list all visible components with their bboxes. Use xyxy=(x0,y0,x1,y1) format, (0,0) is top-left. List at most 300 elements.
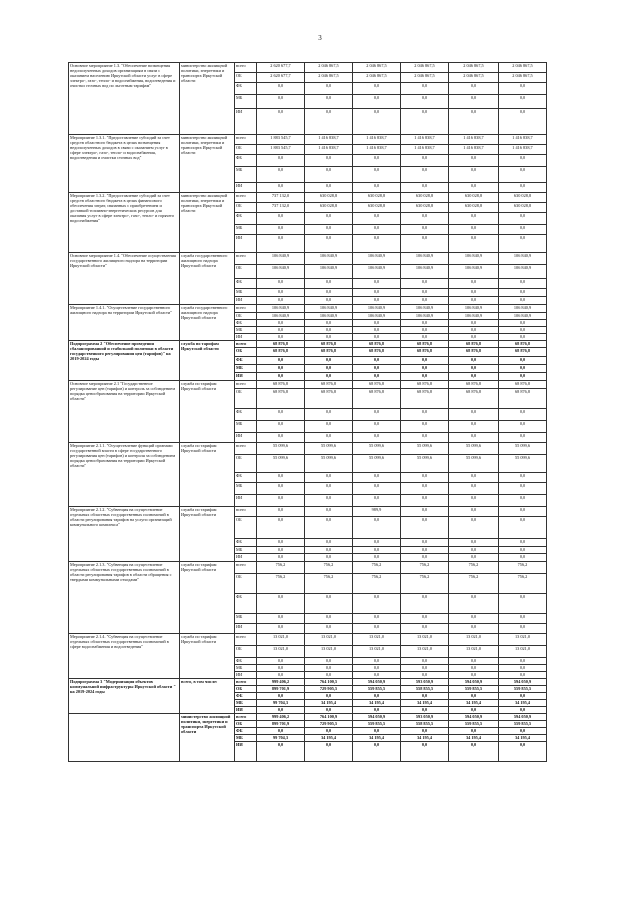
funding-source: ИИ xyxy=(235,297,257,305)
amount-cell: 0,0 xyxy=(401,473,449,483)
amount-cell: 594 050,9 xyxy=(353,679,401,686)
amount-cell: 0,0 xyxy=(401,421,449,433)
amount-cell: 0,0 xyxy=(499,409,547,421)
amount-cell: 0,0 xyxy=(353,693,401,700)
amount-cell: 630 028,8 xyxy=(401,193,449,203)
amount-cell: 0,0 xyxy=(305,483,353,495)
amount-cell: 68 876,8 xyxy=(353,389,401,409)
amount-cell: 1 883 545,7 xyxy=(257,145,305,155)
amount-cell: 1 416 838,7 xyxy=(449,135,499,145)
amount-cell: 34 195,4 xyxy=(499,700,547,707)
amount-cell: 0,0 xyxy=(353,554,401,562)
amount-cell: 0,0 xyxy=(305,373,353,381)
amount-cell: 559 855,5 xyxy=(353,721,401,728)
funding-source: всего xyxy=(235,562,257,574)
measure-name: Мероприятие 1.4.1. "Осуществление государственного жилищного надзора на территории Иркутской области" xyxy=(69,305,180,341)
funding-source: ФБ xyxy=(235,594,257,614)
amount-cell: 0,0 xyxy=(499,289,547,297)
amount-cell: 0,0 xyxy=(401,95,449,109)
amount-cell: 34 195,4 xyxy=(449,735,499,742)
amount-cell: 106 840,9 xyxy=(305,305,353,313)
funding-source: ФБ xyxy=(235,473,257,483)
amount-cell: 68 876,8 xyxy=(353,381,401,389)
funding-source: ОБ xyxy=(235,574,257,594)
amount-cell: 756,2 xyxy=(353,574,401,594)
amount-cell: 0,0 xyxy=(257,357,305,365)
amount-cell: 106 840,9 xyxy=(401,265,449,279)
amount-cell: 0,0 xyxy=(499,95,547,109)
funding-source: ФБ xyxy=(235,279,257,289)
funding-source: всего xyxy=(235,63,257,73)
funding-source: ФБ xyxy=(235,155,257,167)
amount-cell: 55 099,6 xyxy=(499,455,547,473)
amount-cell: 106 840,9 xyxy=(499,305,547,313)
responsible-executor: министерство жилищной политики, энергетики и транспорта Иркутской области xyxy=(180,714,235,762)
funding-source: ОБ xyxy=(235,646,257,658)
amount-cell: 0,0 xyxy=(449,289,499,297)
amount-cell: 0,0 xyxy=(449,517,499,539)
table-row xyxy=(69,443,547,455)
amount-cell: 106 840,9 xyxy=(401,313,449,320)
funding-source: ОБ xyxy=(235,517,257,539)
amount-cell: 0,0 xyxy=(401,279,449,289)
amount-cell: 99 704,3 xyxy=(257,735,305,742)
amount-cell: 899 701,9 xyxy=(257,686,305,693)
amount-cell: 1 416 838,7 xyxy=(449,145,499,155)
amount-cell: 0,0 xyxy=(499,547,547,554)
amount-cell: 0,0 xyxy=(401,327,449,334)
amount-cell: 989,9 xyxy=(353,507,401,517)
amount-cell: 34 195,4 xyxy=(353,735,401,742)
funding-source: всего xyxy=(235,253,257,265)
amount-cell: 737 132,0 xyxy=(257,193,305,203)
amount-cell: 0,0 xyxy=(449,614,499,624)
amount-cell: 764 100,9 xyxy=(305,714,353,721)
amount-cell: 106 840,9 xyxy=(449,265,499,279)
amount-cell: 0,0 xyxy=(449,109,499,135)
amount-cell: 0,0 xyxy=(257,109,305,135)
amount-cell: 756,2 xyxy=(499,562,547,574)
amount-cell: 0,0 xyxy=(499,614,547,624)
amount-cell: 0,0 xyxy=(401,614,449,624)
funding-source: всего xyxy=(235,714,257,721)
amount-cell: 0,0 xyxy=(257,327,305,334)
amount-cell: 0,0 xyxy=(401,373,449,381)
amount-cell: 68 876,8 xyxy=(449,389,499,409)
amount-cell: 0,0 xyxy=(499,473,547,483)
amount-cell: 0,0 xyxy=(353,594,401,614)
amount-cell: 55 099,6 xyxy=(305,455,353,473)
amount-cell: 0,0 xyxy=(499,183,547,193)
amount-cell: 2 046 867,5 xyxy=(499,73,547,83)
amount-cell: 0,0 xyxy=(257,624,305,634)
funding-source: МБ xyxy=(235,665,257,672)
amount-cell: 0,0 xyxy=(401,83,449,95)
responsible-executor: служба по тарифам Иркутской области xyxy=(180,634,235,679)
funding-source: ОБ xyxy=(235,389,257,409)
amount-cell: 2 046 867,5 xyxy=(499,63,547,73)
funding-source: ОБ xyxy=(235,348,257,357)
amount-cell: 0,0 xyxy=(305,167,353,183)
funding-source: всего xyxy=(235,634,257,646)
amount-cell: 0,0 xyxy=(257,289,305,297)
amount-cell: 0,0 xyxy=(257,473,305,483)
amount-cell: 0,0 xyxy=(305,473,353,483)
amount-cell: 0,0 xyxy=(305,742,353,762)
funding-source: ИИ xyxy=(235,109,257,135)
amount-cell: 0,0 xyxy=(449,83,499,95)
amount-cell: 99 704,3 xyxy=(257,700,305,707)
amount-cell: 559 855,5 xyxy=(449,721,499,728)
amount-cell: 106 840,9 xyxy=(401,305,449,313)
amount-cell: 0,0 xyxy=(449,183,499,193)
budget-table xyxy=(68,62,547,762)
responsible-executor: служба государственного жилищного надзора Иркутской области xyxy=(180,305,235,341)
funding-source: всего xyxy=(235,507,257,517)
amount-cell: 0,0 xyxy=(449,624,499,634)
amount-cell: 0,0 xyxy=(499,279,547,289)
amount-cell: 0,0 xyxy=(257,365,305,373)
funding-source: ИИ xyxy=(235,707,257,714)
amount-cell: 0,0 xyxy=(305,728,353,735)
table-row xyxy=(69,507,547,517)
amount-cell: 558 855,5 xyxy=(401,686,449,693)
amount-cell: 0,0 xyxy=(257,279,305,289)
amount-cell: 0,0 xyxy=(305,507,353,517)
amount-cell: 594 050,9 xyxy=(449,714,499,721)
funding-source: ИИ xyxy=(235,183,257,193)
funding-source: МБ xyxy=(235,95,257,109)
amount-cell: 0,0 xyxy=(401,624,449,634)
funding-source: МБ xyxy=(235,225,257,235)
amount-cell: 0,0 xyxy=(353,473,401,483)
amount-cell: 0,0 xyxy=(353,539,401,547)
funding-source: МБ xyxy=(235,547,257,554)
amount-cell: 0,0 xyxy=(353,495,401,507)
responsible-executor: служба по тарифам Иркутской области xyxy=(180,507,235,562)
amount-cell: 0,0 xyxy=(401,658,449,665)
amount-cell: 0,0 xyxy=(353,672,401,679)
amount-cell: 0,0 xyxy=(449,327,499,334)
funding-source: МБ xyxy=(235,614,257,624)
measure-name: Подпрограмма 3 "Модернизация объектов коммунальной инфраструктуры Иркутской области " на 2019-2024 годы xyxy=(69,679,180,714)
amount-cell: 0,0 xyxy=(499,495,547,507)
amount-cell: 0,0 xyxy=(449,693,499,700)
responsible-executor: служба по тарифам Иркутской области xyxy=(180,341,235,381)
amount-cell: 756,2 xyxy=(401,562,449,574)
amount-cell: 34 195,4 xyxy=(353,700,401,707)
amount-cell: 0,0 xyxy=(257,334,305,341)
amount-cell: 0,0 xyxy=(449,334,499,341)
amount-cell: 68 876,8 xyxy=(257,381,305,389)
funding-source: МБ xyxy=(235,327,257,334)
responsible-executor: служба по тарифам Иркутской области xyxy=(180,381,235,443)
amount-cell: 0,0 xyxy=(449,742,499,762)
amount-cell: 1 416 838,7 xyxy=(353,145,401,155)
amount-cell: 0,0 xyxy=(353,334,401,341)
amount-cell: 0,0 xyxy=(305,155,353,167)
amount-cell: 630 028,8 xyxy=(449,203,499,213)
amount-cell: 0,0 xyxy=(353,297,401,305)
amount-cell: 0,0 xyxy=(257,235,305,253)
amount-cell: 0,0 xyxy=(401,357,449,365)
amount-cell: 0,0 xyxy=(305,334,353,341)
responsible-executor: служба по тарифам Иркутской области xyxy=(180,443,235,507)
amount-cell: 0,0 xyxy=(305,672,353,679)
amount-cell: 1 416 838,7 xyxy=(401,145,449,155)
funding-source: ОБ xyxy=(235,73,257,83)
table-body xyxy=(69,63,547,762)
amount-cell: 0,0 xyxy=(305,213,353,225)
amount-cell: 0,0 xyxy=(499,665,547,672)
amount-cell: 0,0 xyxy=(499,728,547,735)
measure-name: Мероприятие 1.3.1. "Предоставление субсидий за счет средств областного бюджета в целях возмещения недополученных доходов в связи с оказанием услуг в сфере электро-, газо-, тепло- и водоснабжения, водоотведения и очистки сточных вод" xyxy=(69,135,180,193)
amount-cell: 55 099,6 xyxy=(449,455,499,473)
amount-cell: 0,0 xyxy=(449,594,499,614)
amount-cell: 0,0 xyxy=(257,183,305,193)
amount-cell: 0,0 xyxy=(449,297,499,305)
measure-name: Подпрограмма 2 "Обеспечение проведения сбалансированной и стабильной политики в области государственного регулирования цен (тарифов)" на 2019-2024 годы xyxy=(69,341,180,381)
amount-cell: 106 840,9 xyxy=(353,313,401,320)
measure-name: Основное мероприятие 1.4. "Обеспечение осуществления государственного жилищного надзора на территории Иркутской области" xyxy=(69,253,180,305)
amount-cell: 0,0 xyxy=(499,334,547,341)
amount-cell: 559 855,5 xyxy=(353,686,401,693)
amount-cell: 0,0 xyxy=(257,547,305,554)
amount-cell: 1 416 838,7 xyxy=(305,145,353,155)
funding-source: ИИ xyxy=(235,554,257,562)
funding-source: ОБ xyxy=(235,313,257,320)
amount-cell: 0,0 xyxy=(449,365,499,373)
amount-cell: 0,0 xyxy=(499,742,547,762)
table-row xyxy=(69,305,547,313)
amount-cell: 0,0 xyxy=(449,665,499,672)
amount-cell: 0,0 xyxy=(305,693,353,700)
amount-cell: 13 021,0 xyxy=(305,634,353,646)
amount-cell: 0,0 xyxy=(257,693,305,700)
table-row xyxy=(69,634,547,646)
amount-cell: 68 876,8 xyxy=(401,348,449,357)
amount-cell: 55 099,6 xyxy=(353,455,401,473)
funding-source: ФБ xyxy=(235,357,257,365)
funding-source: ФБ xyxy=(235,658,257,665)
responsible-executor: всего, в том числе: xyxy=(180,679,235,714)
measure-name: Мероприятие 2.1.4. "Субвенция на осуществление отдельных областных государственных полномочий в сфере водоснабжения и водоотведения" xyxy=(69,634,180,679)
amount-cell: 0,0 xyxy=(353,167,401,183)
amount-cell: 0,0 xyxy=(305,297,353,305)
amount-cell: 0,0 xyxy=(257,728,305,735)
amount-cell: 0,0 xyxy=(305,225,353,235)
amount-cell: 68 876,8 xyxy=(257,389,305,409)
amount-cell: 0,0 xyxy=(257,83,305,95)
amount-cell: 0,0 xyxy=(257,742,305,762)
amount-cell: 0,0 xyxy=(305,433,353,443)
funding-source: ИИ xyxy=(235,235,257,253)
amount-cell: 34 195,4 xyxy=(305,735,353,742)
amount-cell: 2 046 867,5 xyxy=(305,73,353,83)
amount-cell: 0,0 xyxy=(353,95,401,109)
amount-cell: 0,0 xyxy=(353,517,401,539)
amount-cell: 756,2 xyxy=(305,562,353,574)
amount-cell: 0,0 xyxy=(499,365,547,373)
amount-cell: 0,0 xyxy=(401,235,449,253)
funding-source: ОБ xyxy=(235,265,257,279)
amount-cell: 68 876,8 xyxy=(305,381,353,389)
amount-cell: 0,0 xyxy=(257,213,305,225)
amount-cell: 68 876,8 xyxy=(499,341,547,348)
amount-cell: 0,0 xyxy=(499,213,547,225)
amount-cell: 55 099,6 xyxy=(499,443,547,455)
amount-cell: 106 840,9 xyxy=(257,313,305,320)
amount-cell: 0,0 xyxy=(401,433,449,443)
funding-source: ИИ xyxy=(235,672,257,679)
funding-source: ФБ xyxy=(235,693,257,700)
table-row xyxy=(69,562,547,574)
amount-cell: 0,0 xyxy=(353,728,401,735)
amount-cell: 106 840,9 xyxy=(353,305,401,313)
amount-cell: 0,0 xyxy=(305,624,353,634)
amount-cell: 0,0 xyxy=(401,539,449,547)
measure-name: Основное мероприятие 1.3. "Обеспечение возмещения недополученных доходов организациям в связи с оказанием населению Иркутской области услуг в сфере электро-, газо-, тепло- и водоснабжения, водоотведения и очистки сточных вод по льготным тарифам" xyxy=(69,63,180,135)
amount-cell: 0,0 xyxy=(401,334,449,341)
table-row xyxy=(69,193,547,203)
funding-source: МБ xyxy=(235,289,257,297)
amount-cell: 0,0 xyxy=(449,279,499,289)
amount-cell: 0,0 xyxy=(305,183,353,193)
amount-cell: 13 021,0 xyxy=(401,646,449,658)
amount-cell: 68 876,8 xyxy=(305,348,353,357)
amount-cell: 0,0 xyxy=(305,109,353,135)
amount-cell: 0,0 xyxy=(401,517,449,539)
amount-cell: 0,0 xyxy=(353,433,401,443)
amount-cell: 594 050,9 xyxy=(499,679,547,686)
amount-cell: 0,0 xyxy=(305,95,353,109)
amount-cell: 0,0 xyxy=(449,167,499,183)
amount-cell: 106 840,9 xyxy=(449,305,499,313)
responsible-executor: министерство жилищной политики, энергетики и транспорта Иркутской области xyxy=(180,63,235,135)
amount-cell: 13 021,0 xyxy=(305,646,353,658)
amount-cell: 0,0 xyxy=(305,539,353,547)
funding-source: МБ xyxy=(235,483,257,495)
amount-cell: 0,0 xyxy=(353,421,401,433)
amount-cell: 729 905,5 xyxy=(305,721,353,728)
amount-cell: 106 840,9 xyxy=(449,313,499,320)
amount-cell: 594 050,9 xyxy=(499,714,547,721)
amount-cell: 68 876,8 xyxy=(305,341,353,348)
amount-cell: 13 021,0 xyxy=(353,646,401,658)
funding-source: всего xyxy=(235,679,257,686)
amount-cell: 0,0 xyxy=(499,225,547,235)
amount-cell: 0,0 xyxy=(257,665,305,672)
amount-cell: 0,0 xyxy=(305,547,353,554)
amount-cell: 0,0 xyxy=(305,658,353,665)
amount-cell: 13 021,0 xyxy=(499,634,547,646)
amount-cell: 0,0 xyxy=(305,365,353,373)
amount-cell: 0,0 xyxy=(305,495,353,507)
amount-cell: 630 028,8 xyxy=(499,193,547,203)
amount-cell: 0,0 xyxy=(499,433,547,443)
amount-cell: 0,0 xyxy=(499,658,547,665)
table-row xyxy=(69,679,547,686)
amount-cell: 0,0 xyxy=(305,409,353,421)
table-row xyxy=(69,253,547,265)
amount-cell: 0,0 xyxy=(449,357,499,365)
amount-cell: 2 046 867,5 xyxy=(305,63,353,73)
amount-cell: 0,0 xyxy=(305,289,353,297)
amount-cell: 0,0 xyxy=(257,517,305,539)
amount-cell: 0,0 xyxy=(499,483,547,495)
amount-cell: 2 046 867,5 xyxy=(353,73,401,83)
funding-source: всего xyxy=(235,305,257,313)
funding-source: МБ xyxy=(235,735,257,742)
amount-cell: 0,0 xyxy=(499,327,547,334)
amount-cell: 630 028,8 xyxy=(305,203,353,213)
amount-cell: 0,0 xyxy=(305,665,353,672)
amount-cell: 756,2 xyxy=(499,574,547,594)
amount-cell: 106 840,9 xyxy=(305,265,353,279)
funding-source: ФБ xyxy=(235,213,257,225)
amount-cell: 106 840,9 xyxy=(353,265,401,279)
amount-cell: 106 840,9 xyxy=(305,313,353,320)
amount-cell: 1 416 838,7 xyxy=(305,135,353,145)
table-row xyxy=(69,381,547,389)
funding-source: ОБ xyxy=(235,203,257,213)
amount-cell: 55 099,6 xyxy=(257,443,305,455)
amount-cell: 0,0 xyxy=(257,594,305,614)
amount-cell: 2 046 867,5 xyxy=(449,73,499,83)
amount-cell: 0,0 xyxy=(499,167,547,183)
amount-cell: 0,0 xyxy=(257,95,305,109)
amount-cell: 0,0 xyxy=(353,409,401,421)
measure-name: Мероприятие 2.1.2. "Субвенция на осуществление отдельных областных государственных полномочий в области регулирования тарифов на услуги организаций коммунального комплекса" xyxy=(69,507,180,562)
amount-cell: 0,0 xyxy=(499,357,547,365)
amount-cell: 2 620 677,7 xyxy=(257,73,305,83)
amount-cell: 0,0 xyxy=(449,507,499,517)
amount-cell: 0,0 xyxy=(499,517,547,539)
amount-cell: 764 100,5 xyxy=(305,679,353,686)
amount-cell: 0,0 xyxy=(305,594,353,614)
amount-cell: 0,0 xyxy=(401,409,449,421)
amount-cell: 2 046 867,5 xyxy=(449,63,499,73)
amount-cell: 68 876,8 xyxy=(401,341,449,348)
amount-cell: 0,0 xyxy=(449,483,499,495)
funding-source: ОБ xyxy=(235,455,257,473)
funding-source: ИИ xyxy=(235,742,257,762)
amount-cell: 0,0 xyxy=(449,547,499,554)
amount-cell: 0,0 xyxy=(257,167,305,183)
amount-cell: 0,0 xyxy=(353,624,401,634)
amount-cell: 0,0 xyxy=(499,83,547,95)
amount-cell: 0,0 xyxy=(499,320,547,327)
amount-cell: 756,2 xyxy=(305,574,353,594)
amount-cell: 0,0 xyxy=(353,742,401,762)
amount-cell: 0,0 xyxy=(499,624,547,634)
amount-cell: 0,0 xyxy=(401,547,449,554)
amount-cell: 13 021,0 xyxy=(257,634,305,646)
amount-cell: 0,0 xyxy=(401,213,449,225)
responsible-executor: министерство жилищной политики, энергетики и транспорта Иркутской области xyxy=(180,135,235,193)
amount-cell: 106 840,9 xyxy=(305,253,353,265)
amount-cell: 68 876,8 xyxy=(257,341,305,348)
amount-cell: 0,0 xyxy=(353,707,401,714)
amount-cell: 13 021,0 xyxy=(257,646,305,658)
amount-cell: 68 876,8 xyxy=(257,348,305,357)
amount-cell: 0,0 xyxy=(449,658,499,665)
amount-cell: 0,0 xyxy=(257,320,305,327)
amount-cell: 0,0 xyxy=(257,297,305,305)
table-row xyxy=(69,714,547,721)
funding-source: МБ xyxy=(235,421,257,433)
amount-cell: 0,0 xyxy=(257,155,305,167)
